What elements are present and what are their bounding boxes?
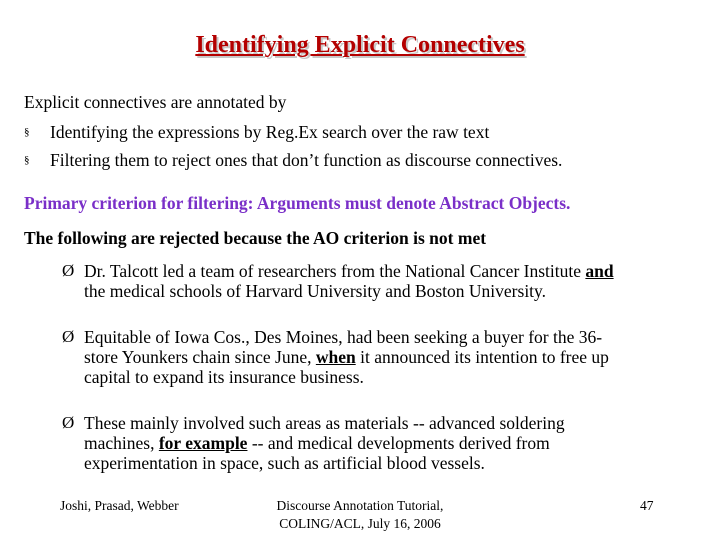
example-text: experimentation in space, such as artificial blood vessels. [84,453,485,473]
connective-highlight: when [315,347,356,367]
footer-authors: Joshi, Prasad, Webber [60,498,179,513]
rejected-heading: The following are rejected because the AO criterion is not met [24,228,487,248]
example-item-2 [62,327,702,387]
slide-title: Identifying Explicit Connectives [195,32,525,58]
footer-event [250,497,470,533]
example-item-3 [62,413,702,473]
example-text: the medical schools of Harvard University and Boston University. [84,281,547,301]
arrow-bullet-icon: Ø [62,413,75,432]
example-text: Equitable of Iowa Cos., Des Moines, had been seeking a buyer for the 36- [84,327,603,347]
bullet-regex-search [24,122,489,143]
example-text: These mainly involved such areas as materials -- advanced soldering [84,413,565,433]
connective-highlight: and [585,261,614,281]
primary-criterion: Primary criterion for filtering: Arguments must denote Abstract Objects. [24,193,571,213]
bullet-marker-icon: § [24,154,30,166]
arrow-bullet-icon: Ø [62,327,75,346]
intro-text: Explicit connectives are annotated by [24,92,287,112]
example-item-1 [62,261,702,301]
footer-event-line: COLING/ACL, July 16, 2006 [279,516,441,531]
example-text: Dr. Talcott led a team of researchers from the National Cancer Institute [84,261,586,281]
bullet-filtering [24,150,562,171]
bullet-text: Identifying the expressions by Reg.Ex search over the raw text [50,122,490,142]
bullet-text: Filtering them to reject ones that don’t function as discourse connectives. [50,150,563,170]
page-number: 47 [640,498,654,513]
example-text: machines, [84,433,159,453]
example-text: it announced its intention to free up [355,347,609,367]
footer-event-line: Discourse Annotation Tutorial, [276,498,444,513]
example-text: -- and medical developments derived from [247,433,550,453]
example-text: store Younkers chain since June, [84,347,316,367]
bullet-marker-icon: § [24,126,30,138]
connective-highlight: for example [158,433,248,453]
arrow-bullet-icon: Ø [62,261,75,280]
example-text: capital to expand its insurance business. [84,367,364,387]
